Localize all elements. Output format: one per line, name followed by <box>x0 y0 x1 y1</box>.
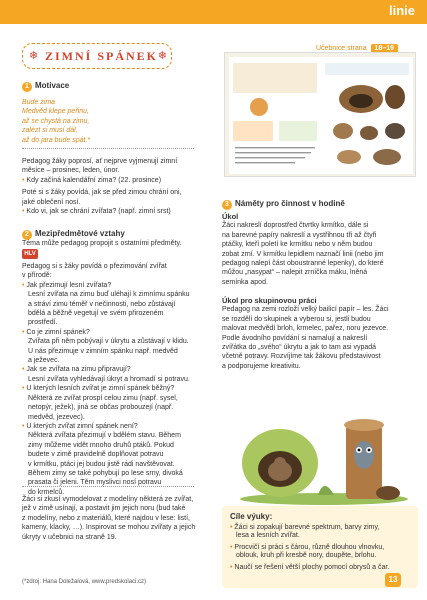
cross-intro: Téma může pedagog propojit s ostatními předměty. <box>22 240 182 247</box>
hlv-badge: HLV <box>22 249 38 259</box>
divider <box>22 148 194 149</box>
cross-line: bdělá a běžně vegetují ve svém přirozeném <box>28 310 164 318</box>
animal-shelters-illustration <box>238 405 410 505</box>
cross-line: a stráví zimu téměř v nečinnosti, nebo zůstávají <box>28 300 176 308</box>
textbook-page-left <box>229 57 321 174</box>
divider <box>22 486 194 487</box>
goals-heading: Cíle výuky: <box>230 512 273 521</box>
goal-item: • Procvičí si práci s čárou, různě dlouhou vlnovku, oblouk, kruh při kresbě nory, doupěte, brlohu. <box>230 544 385 560</box>
snowflake-icon: ❄ <box>157 49 167 62</box>
poem: Bude zima Medvěd klepe peřinu, až se chystá na zimu, zalézt si musí dál, až do jara bude spát.* <box>22 99 91 144</box>
top-band <box>0 0 427 24</box>
page-title: ZIMNÍ SPÁNEK <box>45 48 159 63</box>
cross-line: budete v zimě pravidelně doplňovat potravu <box>28 451 164 459</box>
cross-line: netopýr, ježek), jiná se občas probouzejí (např. <box>28 404 174 412</box>
cross-line: Během zimy se také pohybují po lese srny, divoká <box>28 469 183 477</box>
cross-line: • Jak se zvířata na zimu připravují? <box>22 366 131 374</box>
cross-line: prasata či jeleni. Těm myslivci nosí potravu <box>28 479 162 487</box>
cross-heading: 2 Mezipředmětové vztahy <box>22 229 125 240</box>
ideas-task2: Úkol pro skupinovou práci Pedagog na zemi rozloží velký bailicí papír – les. Žáci se rozdělí do skupinek a vyberou si, jestli budou malovat medvědí brloh, krmelec, pařez, noru jezevce. Podle ávodního povídání si namalují a nakreslí zvířátka do „svého“ úkrytu a jak to tam asi vypadá včetně potravy. Rozvíjíme tak žákovu představivost a podporujeme kreativitu. <box>222 296 389 370</box>
textbook-reference: Učebnice strana 18–19 <box>316 44 398 53</box>
cross-line: a ježevec. <box>28 357 60 365</box>
section-title: linie <box>388 3 415 18</box>
textbook-spread-thumbnail <box>224 52 416 177</box>
cross-line: • U kterých lesních zvířat je zimní spánek běžný? <box>22 385 175 393</box>
footnote: (*zdroj: Hana Doležalová, www.predskolaci.cz) <box>22 579 147 585</box>
ideas-heading: 3 Náměty pro činnost v hodině <box>222 199 345 210</box>
goal-item: • Naučí se řešení větší plochy pomocí obrysů a čar. <box>230 564 390 571</box>
cross-line: v krmítku, ptáci jej budou jistě rádi navštěvovat. <box>28 460 175 468</box>
cross-line: Lesní zvířata na zimu buď uléhají k zimnímu spánku <box>28 291 190 299</box>
snowflake-icon: ❄ <box>29 49 39 62</box>
ref-pages: 18–19 <box>371 44 398 53</box>
cross-line: medvěd, jezevec). <box>28 413 85 421</box>
cross-line: • U kterých zvířat zimní spánek není? <box>22 422 138 430</box>
cross-line: Zvířata při něm pobývají v úkrytu a zůstávají v klidu. <box>28 338 189 346</box>
cross-line: Některá ze zvířat prospí celou zimu (např. sysel, <box>28 394 178 402</box>
cross-line: U nás přezimuje v zimním spánku např. medvěd <box>28 347 178 355</box>
cross-lead-line: Pedagog si s žáky povídá o přezimování zvířat <box>22 263 167 270</box>
motivation-text: Pedagog žáky poprosí, ať nejprve vyjmenují zimní měsíce – prosinec, leden, únor. • Kdy začíná kalendářní zima? (22. prosince) Poté si s žáky povídá, jak se před zimou chrání oni, jaké oblečení nosí. • Kdo vi, jak se chrání zvířata? (např. zimní srst) <box>22 158 182 216</box>
cross-body <box>22 262 190 497</box>
cross-line: • Jak přezimují lesní zvířata? <box>22 281 112 289</box>
cross-line: prostředí. <box>28 319 58 327</box>
cross-line: Lesní zvířata vyhledávají úkryt a hromadí si potravu. <box>28 375 190 383</box>
motivation-heading: 1 Motivace <box>22 81 69 92</box>
textbook-page-right <box>321 57 413 174</box>
cross-lead-line: v přírodě: <box>22 272 52 280</box>
page-number: 13 <box>385 573 401 587</box>
page-title-box <box>22 43 172 69</box>
cross-line: do krmelců. <box>28 488 65 496</box>
cross-line: zimy můžeme vidět mnoho druhů ptáků. Pokud <box>28 441 174 449</box>
goal-item: • Žáci si zopakují barevné spektrum, barvy zimy, lesa a lesních zvířat. <box>230 524 380 540</box>
closing-text: Žáci si zkusí vymodelovat z modelíny některá ze zvířat, jež v zimě usínají, a postavit jim jejich noru (bud také z modelíny, nebo z materiálů, které najdou v lese: listí, kameny, klacky, …). Inspirovat se mohou zvířaty a jejich úkryty v učebnici na straně 19. <box>22 496 196 541</box>
ideas-task1: Úkol Žáci nakreslí doprostřed čtvrtky krmítko, dále si na barevné papíry nakreslí a vystřihnou tři až čtyři ptáčky, kteří poletí ke krmítku nebo v něm budou zobat zrní. V krmítku lepidlem naznačí linii (nebo jim pedagog nalepí část oboustranné lepenky), do které můžou „nasypat“ – nalepit zrníčka máku, lněná semínka apod. <box>222 212 384 286</box>
cross-line: Některá zvířata přezimují v bdělém stavu. Během <box>28 432 181 440</box>
cross-line: • Co je zimní spánek? <box>22 328 90 336</box>
